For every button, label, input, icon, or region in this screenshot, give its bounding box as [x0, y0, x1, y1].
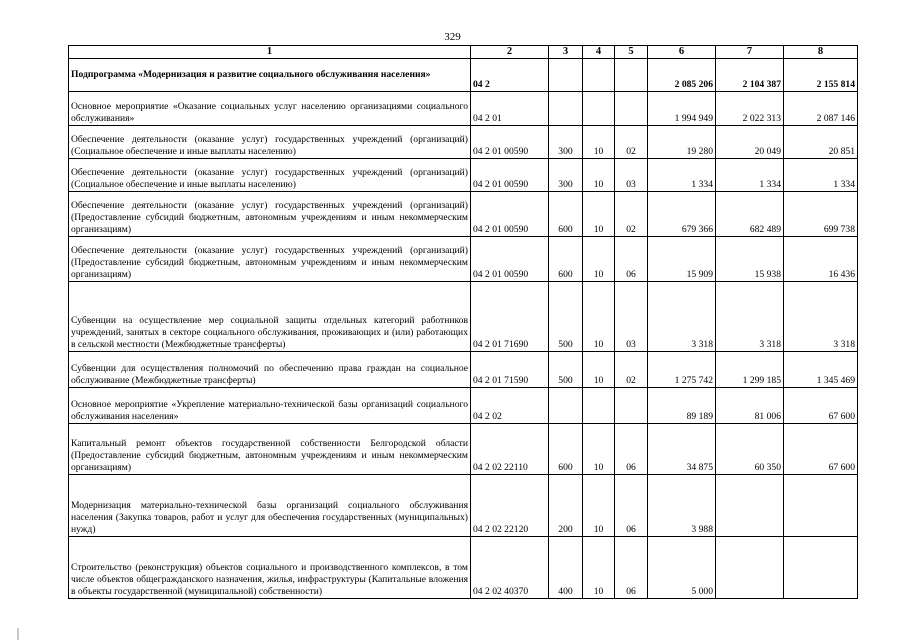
- row-value-cell: 3 318: [784, 282, 858, 352]
- row-value-cell: 3 318: [716, 282, 784, 352]
- table-row: [69, 537, 858, 599]
- row-code-cell: 04 2 02: [471, 388, 549, 424]
- row-value-cell: [716, 537, 784, 599]
- row-value-cell: 16 436: [784, 237, 858, 282]
- row-value-cell: 500: [549, 352, 583, 388]
- row-value-cell: 06: [615, 237, 648, 282]
- table-row: [69, 282, 858, 352]
- row-value-cell: [583, 92, 615, 126]
- row-value-cell: [549, 92, 583, 126]
- row-value-cell: 15 938: [716, 237, 784, 282]
- column-header-1: 1: [69, 46, 471, 59]
- scan-artifact: [17, 628, 19, 640]
- table-row: [69, 388, 858, 424]
- row-code-cell: 04 2 01 71590: [471, 352, 549, 388]
- column-header-8: 8: [784, 46, 858, 59]
- table-row: [69, 92, 858, 126]
- row-value-cell: 300: [549, 159, 583, 192]
- table-row: [69, 126, 858, 159]
- row-value-cell: 10: [583, 159, 615, 192]
- row-value-cell: 06: [615, 475, 648, 537]
- row-value-cell: 5 000: [648, 537, 716, 599]
- row-code-cell: 04 2 01: [471, 92, 549, 126]
- row-value-cell: 20 049: [716, 126, 784, 159]
- row-value-cell: 10: [583, 126, 615, 159]
- row-value-cell: 2 155 814: [784, 59, 858, 92]
- row-value-cell: 10: [583, 537, 615, 599]
- row-value-cell: 02: [615, 352, 648, 388]
- row-name-cell: Основное мероприятие «Укрепление материально-технической базы организаций социального обслуживания населения»: [69, 388, 471, 424]
- row-value-cell: 10: [583, 352, 615, 388]
- row-value-cell: [549, 388, 583, 424]
- column-header-4: 4: [583, 46, 615, 59]
- table-row: [69, 475, 858, 537]
- budget-table: [68, 45, 858, 599]
- row-name-cell: Строительство (реконструкция) объектов социального и производственного комплексов, в том числе объектов общегражданского назначения, жилья, инфраструктуры (Капитальные вложения в объекты государственной (муниципальной) собственности): [69, 537, 471, 599]
- row-name-cell: Основное мероприятие «Оказание социальных услуг населению организациями социального обслуживания»: [69, 92, 471, 126]
- row-name-cell: Обеспечение деятельности (оказание услуг) государственных учреждений (организаций) (Предоставление субсидий бюджетным, автономным учреждениям и иным некоммерческим организациям): [69, 192, 471, 237]
- row-value-cell: 2 104 387: [716, 59, 784, 92]
- row-value-cell: 02: [615, 192, 648, 237]
- row-value-cell: 600: [549, 424, 583, 475]
- row-value-cell: [583, 388, 615, 424]
- row-value-cell: 1 299 185: [716, 352, 784, 388]
- row-value-cell: 3 988: [648, 475, 716, 537]
- row-value-cell: 300: [549, 126, 583, 159]
- row-value-cell: 67 600: [784, 388, 858, 424]
- row-value-cell: 682 489: [716, 192, 784, 237]
- column-header-2: 2: [471, 46, 549, 59]
- row-value-cell: 20 851: [784, 126, 858, 159]
- row-value-cell: 10: [583, 424, 615, 475]
- row-name-cell: Модернизация материально-технической базы организаций социального обслуживания населения (Закупка товаров, работ и услуг для обеспечения государственных (муниципальных) нужд): [69, 475, 471, 537]
- row-code-cell: 04 2 02 40370: [471, 537, 549, 599]
- row-value-cell: 19 280: [648, 126, 716, 159]
- row-value-cell: 60 350: [716, 424, 784, 475]
- row-code-cell: 04 2 01 71690: [471, 282, 549, 352]
- row-value-cell: 02: [615, 126, 648, 159]
- row-value-cell: 600: [549, 237, 583, 282]
- table-header-row: [69, 46, 858, 59]
- row-value-cell: 1 275 742: [648, 352, 716, 388]
- row-value-cell: 03: [615, 282, 648, 352]
- page-number: 329: [444, 31, 461, 43]
- row-value-cell: 679 366: [648, 192, 716, 237]
- row-value-cell: 2 087 146: [784, 92, 858, 126]
- table-row: [69, 59, 858, 92]
- row-value-cell: 1 334: [716, 159, 784, 192]
- row-value-cell: [615, 59, 648, 92]
- row-name-cell: Обеспечение деятельности (оказание услуг) государственных учреждений (организаций) (Социальное обеспечение и иные выплаты населению): [69, 126, 471, 159]
- row-value-cell: 10: [583, 192, 615, 237]
- row-name-cell: Подпрограмма «Модернизация и развитие социального обслуживания населения»: [69, 59, 471, 92]
- row-value-cell: 34 875: [648, 424, 716, 475]
- row-value-cell: 89 189: [648, 388, 716, 424]
- row-value-cell: 03: [615, 159, 648, 192]
- row-value-cell: 81 006: [716, 388, 784, 424]
- table-row: [69, 159, 858, 192]
- table-row: [69, 237, 858, 282]
- row-value-cell: 1 994 949: [648, 92, 716, 126]
- row-value-cell: 67 600: [784, 424, 858, 475]
- row-name-cell: Обеспечение деятельности (оказание услуг) государственных учреждений (организаций) (Социальное обеспечение и иные выплаты населению): [69, 159, 471, 192]
- row-value-cell: 1 334: [784, 159, 858, 192]
- table-row: [69, 424, 858, 475]
- column-header-6: 6: [648, 46, 716, 59]
- row-name-cell: Обеспечение деятельности (оказание услуг) государственных учреждений (организаций) (Предоставление субсидий бюджетным, автономным учреждениям и иным некоммерческим организациям): [69, 237, 471, 282]
- row-code-cell: 04 2 01 00590: [471, 126, 549, 159]
- row-value-cell: [615, 92, 648, 126]
- row-value-cell: 400: [549, 537, 583, 599]
- row-code-cell: 04 2 01 00590: [471, 159, 549, 192]
- row-value-cell: 699 738: [784, 192, 858, 237]
- row-name-cell: Капитальный ремонт объектов государственной собственности Белгородской области (Предоставление субсидий бюджетным, автономным учреждениям и иным некоммерческим организациям): [69, 424, 471, 475]
- row-value-cell: 200: [549, 475, 583, 537]
- table-row: [69, 352, 858, 388]
- row-value-cell: 10: [583, 475, 615, 537]
- row-value-cell: 1 345 469: [784, 352, 858, 388]
- row-value-cell: 600: [549, 192, 583, 237]
- row-value-cell: 500: [549, 282, 583, 352]
- row-value-cell: 10: [583, 237, 615, 282]
- row-code-cell: 04 2 01 00590: [471, 192, 549, 237]
- row-value-cell: [716, 475, 784, 537]
- row-value-cell: 15 909: [648, 237, 716, 282]
- row-code-cell: 04 2 02 22120: [471, 475, 549, 537]
- column-header-3: 3: [549, 46, 583, 59]
- row-value-cell: 06: [615, 537, 648, 599]
- row-code-cell: 04 2: [471, 59, 549, 92]
- row-value-cell: 10: [583, 282, 615, 352]
- row-value-cell: 2 085 206: [648, 59, 716, 92]
- row-value-cell: [784, 475, 858, 537]
- row-code-cell: 04 2 01 00590: [471, 237, 549, 282]
- column-header-7: 7: [716, 46, 784, 59]
- row-value-cell: 2 022 313: [716, 92, 784, 126]
- table-row: [69, 192, 858, 237]
- row-value-cell: 1 334: [648, 159, 716, 192]
- row-value-cell: [615, 388, 648, 424]
- row-value-cell: [549, 59, 583, 92]
- row-value-cell: 06: [615, 424, 648, 475]
- row-value-cell: [784, 537, 858, 599]
- row-value-cell: [583, 59, 615, 92]
- column-header-5: 5: [615, 46, 648, 59]
- row-name-cell: Субвенции на осуществление мер социальной защиты отдельных категорий работников учреждений, занятых в секторе социального обслуживания, проживающих и (или) работающих в сельской местности (Межбюджетные трансферты): [69, 282, 471, 352]
- row-value-cell: 3 318: [648, 282, 716, 352]
- row-code-cell: 04 2 02 22110: [471, 424, 549, 475]
- row-name-cell: Субвенции для осуществления полномочий по обеспечению права граждан на социальное обслуживание (Межбюджетные трансферты): [69, 352, 471, 388]
